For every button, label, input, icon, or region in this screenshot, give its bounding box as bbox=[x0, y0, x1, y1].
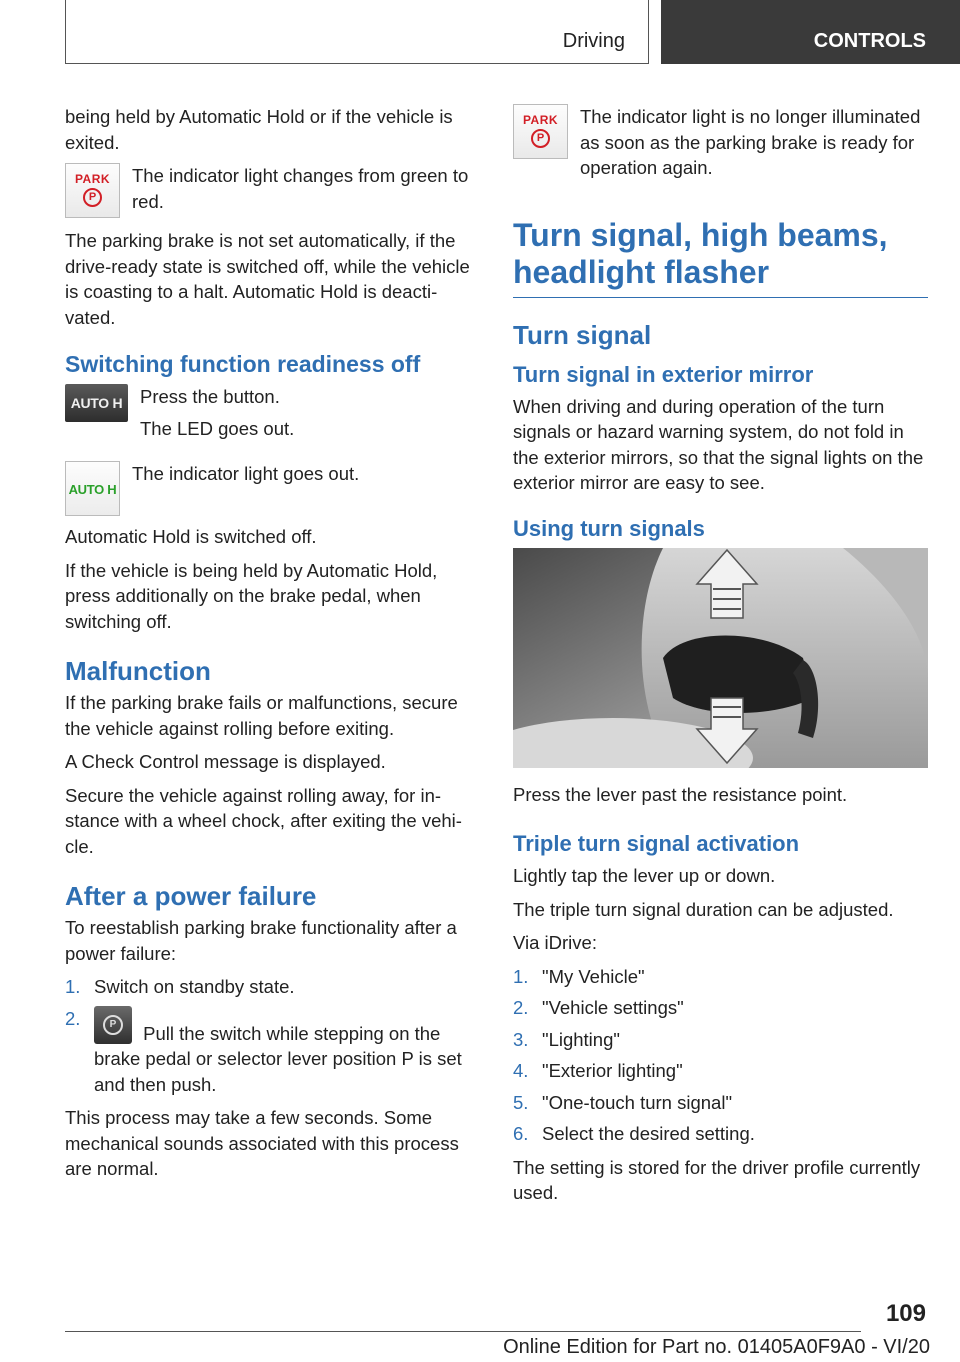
paragraph: To reestablish parking brake functionality after a power failure: bbox=[65, 917, 457, 964]
idrive-steps-list bbox=[513, 964, 928, 1147]
paragraph: If the parking brake fails or malfunctions, secure the vehicle against rolling before exiting. bbox=[65, 692, 458, 739]
heading-malfunction: Malfunction bbox=[65, 656, 211, 686]
heading-using-turn-signals: Using turn signals bbox=[513, 515, 705, 541]
paragraph: The LED goes out. bbox=[140, 417, 295, 439]
indicator-off-row bbox=[513, 104, 928, 187]
paragraph: Lightly tap the lever up or down. bbox=[513, 865, 776, 886]
heading-triple: Triple turn signal activation bbox=[513, 831, 800, 856]
paragraph: Press the button. bbox=[140, 386, 280, 407]
section-heading: Turn signal, high beams, headlight flasher bbox=[513, 217, 928, 298]
page-number: 109 bbox=[885, 1300, 926, 1327]
header-frame bbox=[65, 0, 649, 64]
list-item: 1. "My Vehicle" bbox=[513, 965, 645, 987]
park-indicator-icon: PARK P bbox=[513, 104, 568, 159]
paragraph: The indicator light changes from green to red. bbox=[132, 165, 469, 212]
heading-power-failure: After a power failure bbox=[65, 881, 317, 911]
auto-h-indicator-icon: AUTO H bbox=[65, 461, 120, 516]
paragraph: The indicator light is no longer illuminated as soon as the parking brake is ready for operation again. bbox=[580, 106, 921, 178]
indicator-red-row bbox=[65, 163, 480, 220]
footer-divider bbox=[65, 1331, 861, 1332]
paragraph: The triple turn signal duration can be adjusted. bbox=[513, 898, 894, 920]
paragraph: This process may take a few seconds. Some mechanical sounds associated with this process are normal. bbox=[65, 1107, 459, 1179]
paragraph: The indicator light goes out. bbox=[132, 463, 360, 484]
heading-mirror: Turn signal in exterior mirror bbox=[513, 361, 814, 387]
paragraph: If the vehicle is being held by Automatic Hold, press additionally on the brake pedal, when switching off. bbox=[65, 559, 438, 632]
indicator-out-row bbox=[65, 461, 480, 516]
list-item: 6. Select the desired setting. bbox=[513, 1123, 755, 1144]
paragraph: The setting is stored for the driver profile currently used. bbox=[513, 1156, 921, 1203]
parking-brake-switch-icon: P bbox=[94, 1006, 132, 1044]
heading-switch-off: Switching function readiness off bbox=[65, 351, 421, 377]
list-item: 1. Switch on standby state. bbox=[65, 976, 295, 997]
chapter-tab: CONTROLS bbox=[661, 0, 960, 64]
paragraph: Press the lever past the resistance point. bbox=[513, 783, 848, 805]
button-row bbox=[65, 384, 480, 447]
paragraph: When driving and during operation of the turn signals or hazard warning system, do not fold in the exterior mirrors, so that the signal lights on the exterior mirror are easy to see. bbox=[513, 395, 924, 493]
right-column bbox=[513, 104, 928, 1214]
paragraph: The parking brake is not set automatically, if the drive-ready state is switched off, while the vehicle is coasting to a halt. Automatic Hold is deactivated. bbox=[65, 230, 470, 328]
auto-h-button-icon: AUTO H bbox=[65, 384, 128, 422]
list-item: 2. P Pull the switch while stepping on the brake pedal or selector lever position P is set and then push. bbox=[65, 1007, 462, 1095]
list-item: 4. "Exterior lighting" bbox=[513, 1060, 683, 1081]
footer-edition: Online Edition for Part no. 01405A0F9A0 - VI/20 bbox=[503, 1336, 930, 1358]
paragraph: being held by Automatic Hold or if the vehicle is exited. bbox=[65, 106, 453, 153]
paragraph: Via iDrive: bbox=[513, 932, 597, 953]
power-steps-list bbox=[65, 974, 480, 1097]
heading-turn-signal: Turn signal bbox=[513, 319, 652, 350]
turn-signal-lever-image bbox=[513, 548, 928, 768]
list-item: 5. "One-touch turn signal" bbox=[513, 1091, 733, 1113]
list-item: 2. "Vehicle settings" bbox=[513, 997, 684, 1018]
list-item: 3. "Lighting" bbox=[513, 1028, 620, 1050]
section-title: Driving bbox=[562, 30, 625, 52]
paragraph: Automatic Hold is switched off. bbox=[65, 526, 317, 547]
left-column bbox=[65, 104, 480, 1190]
paragraph: Secure the vehicle against rolling away, for instance with a wheel chock, after exiting the vehicle. bbox=[65, 784, 462, 857]
paragraph: A Check Control message is displayed. bbox=[65, 751, 386, 772]
park-indicator-icon: PARK P bbox=[65, 163, 120, 218]
